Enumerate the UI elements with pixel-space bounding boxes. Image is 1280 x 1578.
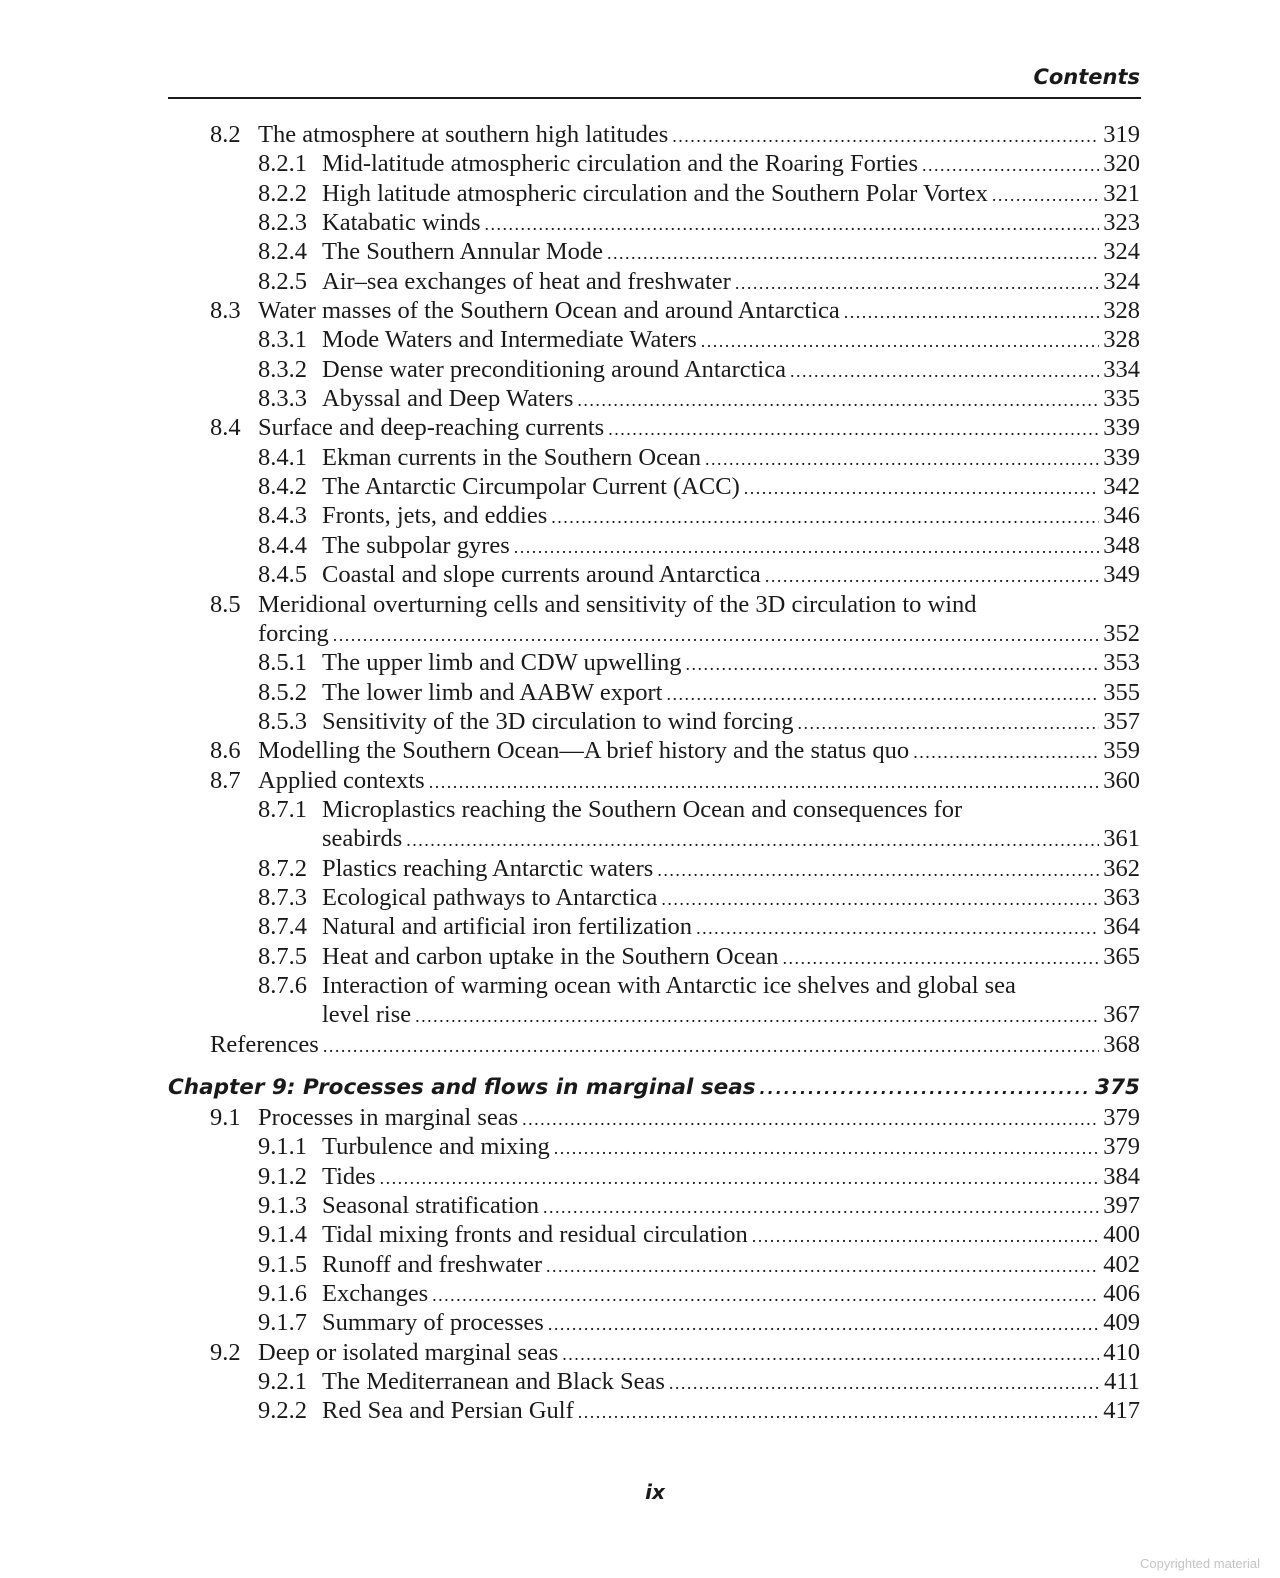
- toc-entry-8-5-continued[interactable]: [168, 619, 1140, 648]
- chapter-title: Chapter 9: Processes and flows in marginal seas: [168, 1075, 756, 1100]
- page-number: 355: [1103, 678, 1140, 706]
- section-title: Applied contexts: [258, 766, 425, 794]
- toc-entry-9-1-6[interactable]: [168, 1279, 1140, 1308]
- toc-entry-chapter-9[interactable]: [168, 1073, 1140, 1103]
- section-number: 8.7.5: [258, 942, 307, 970]
- section-title: Deep or isolated marginal seas: [258, 1338, 559, 1366]
- toc-entry-8-2-1[interactable]: [168, 149, 1140, 178]
- page-number: 409: [1103, 1309, 1140, 1337]
- page-number: 353: [1103, 649, 1140, 677]
- dot-leader: [705, 445, 1099, 474]
- page-number: 339: [1103, 414, 1140, 442]
- dot-leader: [607, 239, 1099, 268]
- section-number: 8.2.3: [258, 209, 307, 237]
- section-number: 8.3.2: [258, 355, 307, 383]
- dot-leader: [922, 151, 1099, 180]
- section-number: 8.7.6: [258, 971, 307, 999]
- section-number: 9.1.2: [258, 1162, 307, 1190]
- toc-entry-8-7-6[interactable]: [168, 971, 1140, 1000]
- toc-entry-8-2-2[interactable]: [168, 179, 1140, 208]
- toc-entry-9-2-2[interactable]: [168, 1396, 1140, 1425]
- dot-leader: [543, 1193, 1099, 1222]
- section-title: Processes in marginal seas: [258, 1104, 519, 1131]
- dot-leader: [380, 1164, 1100, 1193]
- toc-entry-9-1[interactable]: [168, 1103, 1140, 1132]
- dot-leader: [701, 327, 1099, 356]
- section-title: Natural and artificial iron fertilization: [322, 913, 693, 941]
- dot-leader: [323, 1032, 1099, 1061]
- toc-entry-8-3[interactable]: [168, 296, 1140, 325]
- section-number: 8.3.3: [258, 385, 307, 413]
- section-title-line2: seabirds: [322, 825, 403, 853]
- section-title: Modelling the Southern Ocean—A brief history and the status quo: [258, 737, 910, 765]
- dot-leader: [844, 298, 1100, 327]
- toc-entry-9-2-1[interactable]: [168, 1367, 1140, 1396]
- page-number: 363: [1103, 883, 1140, 911]
- dot-leader: [608, 415, 1099, 444]
- section-number: 8.2.5: [258, 267, 307, 295]
- section-number: 8.6: [210, 737, 241, 765]
- dot-leader: [913, 738, 1099, 767]
- section-number: 8.5.1: [258, 649, 307, 677]
- page-number: 379: [1103, 1133, 1140, 1161]
- page-number: 379: [1103, 1104, 1140, 1131]
- section-title-line2: level rise: [322, 1001, 412, 1029]
- section-title: Ekman currents in the Southern Ocean: [322, 443, 701, 471]
- section-title: Plastics reaching Antarctic waters: [322, 854, 654, 882]
- dot-leader: [669, 1369, 1100, 1398]
- section-number: 8.4.3: [258, 502, 307, 530]
- page-number: 352: [1103, 619, 1140, 647]
- dot-leader: [661, 885, 1099, 914]
- section-title: Air–sea exchanges of heat and freshwater: [322, 267, 731, 295]
- dot-leader: [577, 386, 1099, 415]
- page-number: 357: [1103, 707, 1140, 735]
- page-number: 368: [1103, 1030, 1140, 1058]
- section-title: Surface and deep-reaching currents: [258, 414, 605, 442]
- page-number: 364: [1103, 913, 1140, 941]
- section-number: 8.7: [210, 766, 241, 794]
- section-title: Katabatic winds: [322, 209, 481, 237]
- section-number: 9.1.1: [258, 1133, 307, 1161]
- page-number: 328: [1103, 297, 1140, 325]
- toc-entry-8-5-1[interactable]: [168, 648, 1140, 677]
- toc-entry-8-3-1[interactable]: [168, 325, 1140, 354]
- page-number: 384: [1103, 1162, 1140, 1190]
- dot-leader: [765, 562, 1099, 591]
- table-of-contents: [168, 120, 1140, 1426]
- section-number: 8.4.4: [258, 531, 307, 559]
- section-title: Seasonal stratification: [322, 1192, 540, 1220]
- dot-leader: [798, 709, 1100, 738]
- header-rule: [168, 97, 1141, 99]
- section-number: 9.2.1: [258, 1368, 307, 1396]
- section-title: Abyssal and Deep Waters: [322, 385, 574, 413]
- toc-entry-8-4[interactable]: [168, 413, 1140, 442]
- dot-leader: [562, 1340, 1099, 1369]
- section-title: Mode Waters and Intermediate Waters: [322, 326, 697, 354]
- chapter-spacer: [168, 1059, 1140, 1073]
- section-title: Mid-latitude atmospheric circulation and the Roaring Forties: [322, 150, 919, 178]
- section-number: 9.1.4: [258, 1221, 307, 1249]
- page-number: 365: [1103, 942, 1140, 970]
- page-number: 417: [1103, 1397, 1140, 1425]
- toc-entry-9-1-4[interactable]: [168, 1220, 1140, 1249]
- section-title: The upper limb and CDW upwelling: [322, 649, 682, 677]
- toc-entry-8-7-3[interactable]: [168, 883, 1140, 912]
- section-title: The Antarctic Circumpolar Current (ACC): [322, 473, 740, 501]
- dot-leader: [333, 621, 1100, 650]
- page-number: 400: [1103, 1221, 1140, 1249]
- page-number: 367: [1103, 1001, 1140, 1029]
- dot-leader: [992, 181, 1099, 210]
- dot-leader: [760, 1074, 1092, 1104]
- section-number: 8.2: [210, 121, 241, 148]
- toc-entry-8-4-2[interactable]: [168, 472, 1140, 501]
- section-number: 8.5: [210, 590, 241, 618]
- page-number: 397: [1103, 1192, 1140, 1220]
- dot-leader: [666, 680, 1099, 709]
- dot-leader: [485, 210, 1100, 239]
- page-number: 339: [1103, 443, 1140, 471]
- dot-leader: [752, 1222, 1100, 1251]
- page-folio: ix: [645, 1480, 665, 1504]
- section-title: Exchanges: [322, 1280, 429, 1308]
- toc-entry-8-7-4[interactable]: [168, 912, 1140, 941]
- toc-entry-8-4-4[interactable]: [168, 531, 1140, 560]
- page-number: 348: [1103, 531, 1140, 559]
- toc-entry-references[interactable]: [168, 1030, 1140, 1059]
- section-title: The atmosphere at southern high latitudes: [258, 121, 669, 148]
- section-number: 9.1.5: [258, 1250, 307, 1278]
- page-number: 335: [1103, 385, 1140, 413]
- section-number: 8.2.2: [258, 179, 307, 207]
- toc-entry-9-1-7[interactable]: [168, 1308, 1140, 1337]
- dot-leader: [790, 357, 1099, 386]
- dot-leader: [551, 503, 1099, 532]
- dot-leader: [429, 768, 1100, 797]
- page-number: 324: [1103, 267, 1140, 295]
- dot-leader: [432, 1281, 1099, 1310]
- dot-leader: [554, 1134, 1100, 1163]
- section-title: Coastal and slope currents around Antarctica: [322, 561, 761, 589]
- section-number: 8.4.5: [258, 561, 307, 589]
- page-number: 375: [1095, 1075, 1140, 1100]
- section-number: 8.4.1: [258, 443, 307, 471]
- dot-leader: [686, 650, 1100, 679]
- section-number: 9.1: [210, 1104, 241, 1131]
- page-number: 402: [1103, 1250, 1140, 1278]
- dot-leader: [514, 533, 1099, 562]
- toc-entry-9-2[interactable]: [168, 1338, 1140, 1367]
- dot-leader: [415, 1002, 1099, 1031]
- section-number: 8.4: [210, 414, 241, 442]
- page-number: 361: [1103, 825, 1140, 853]
- page-number: 324: [1103, 238, 1140, 266]
- dot-leader: [522, 1105, 1099, 1134]
- dot-leader: [546, 1252, 1099, 1281]
- section-number: 8.7.3: [258, 883, 307, 911]
- toc-entry-9-1-1[interactable]: [168, 1132, 1140, 1161]
- section-number: 8.7.1: [258, 795, 307, 823]
- dot-leader: [672, 122, 1099, 151]
- copyright-watermark: Copyrighted material: [1140, 1556, 1260, 1571]
- dot-leader: [735, 269, 1099, 298]
- page-number: 321: [1103, 179, 1140, 207]
- toc-entry-8-5-2[interactable]: [168, 678, 1140, 707]
- toc-entry-8-4-3[interactable]: [168, 501, 1140, 530]
- section-title: Red Sea and Persian Gulf: [322, 1397, 574, 1425]
- section-title: Ecological pathways to Antarctica: [322, 883, 658, 911]
- toc-entry-9-1-3[interactable]: [168, 1191, 1140, 1220]
- section-title: Summary of processes: [322, 1309, 544, 1337]
- page-number: 349: [1103, 561, 1140, 589]
- section-number: 9.1.7: [258, 1309, 307, 1337]
- toc-entry-8-5[interactable]: [168, 590, 1140, 619]
- toc-entry-8-4-1[interactable]: [168, 443, 1140, 472]
- toc-entry-8-5-3[interactable]: [168, 707, 1140, 736]
- toc-entry-9-1-2[interactable]: [168, 1162, 1140, 1191]
- dot-leader: [782, 944, 1099, 973]
- page-number: 406: [1103, 1280, 1140, 1308]
- toc-entry-8-7-2[interactable]: [168, 854, 1140, 883]
- toc-entry-9-1-5[interactable]: [168, 1250, 1140, 1279]
- dot-leader: [696, 914, 1099, 943]
- running-head: Contents: [1033, 65, 1140, 89]
- dot-leader: [548, 1310, 1099, 1339]
- section-title: Tidal mixing fronts and residual circulation: [322, 1221, 748, 1249]
- toc-entry-8-7-5[interactable]: [168, 942, 1140, 971]
- section-title: Sensitivity of the 3D circulation to wind forcing: [322, 707, 794, 735]
- page-number: 411: [1104, 1368, 1140, 1396]
- toc-entry-8-2[interactable]: [168, 120, 1140, 149]
- toc-entry-8-2-5[interactable]: [168, 267, 1140, 296]
- section-title: Water masses of the Southern Ocean and around Antarctica: [258, 297, 840, 325]
- section-number: 9.1.3: [258, 1192, 307, 1220]
- dot-leader: [578, 1398, 1100, 1427]
- page-number: 362: [1103, 854, 1140, 882]
- section-number: 8.7.2: [258, 854, 307, 882]
- section-title: Fronts, jets, and eddies: [322, 502, 548, 530]
- section-number: 8.7.4: [258, 913, 307, 941]
- page-number: 359: [1103, 737, 1140, 765]
- section-number: 8.4.2: [258, 473, 307, 501]
- section-title: Turbulence and mixing: [322, 1133, 550, 1161]
- page-number: 320: [1103, 150, 1140, 178]
- page-number: 342: [1103, 473, 1140, 501]
- section-title: The Mediterranean and Black Seas: [322, 1368, 665, 1396]
- section-number: 8.3.1: [258, 326, 307, 354]
- toc-entry-8-7-6-continued[interactable]: [168, 1000, 1140, 1029]
- section-title: The Southern Annular Mode: [322, 238, 604, 266]
- page-number: 323: [1103, 209, 1140, 237]
- section-number: 9.2.2: [258, 1397, 307, 1425]
- section-number: 8.2.4: [258, 238, 307, 266]
- section-title-line1: Microplastics reaching the Southern Ocean and consequences for: [322, 795, 963, 823]
- section-title-line1: Meridional overturning cells and sensitivity of the 3D circulation to wind: [258, 590, 977, 618]
- toc-entry-8-2-4[interactable]: [168, 237, 1140, 266]
- section-title: Heat and carbon uptake in the Southern Ocean: [322, 942, 779, 970]
- toc-entry-8-3-3[interactable]: [168, 384, 1140, 413]
- section-number: 8.5.2: [258, 678, 307, 706]
- section-title: The lower limb and AABW export: [322, 678, 663, 706]
- section-title: References: [210, 1030, 319, 1058]
- toc-entry-8-7[interactable]: [168, 766, 1140, 795]
- toc-entry-8-7-1[interactable]: [168, 795, 1140, 824]
- page-number: 410: [1103, 1338, 1140, 1366]
- section-title: Tides: [322, 1162, 376, 1190]
- section-number: 8.2.1: [258, 150, 307, 178]
- section-title: High latitude atmospheric circulation and the Southern Polar Vortex: [322, 179, 988, 207]
- section-number: 8.3: [210, 297, 241, 325]
- section-title: The subpolar gyres: [322, 531, 510, 559]
- section-number: 9.1.6: [258, 1280, 307, 1308]
- dot-leader: [744, 474, 1100, 503]
- page-number: 328: [1103, 326, 1140, 354]
- section-number: 8.5.3: [258, 707, 307, 735]
- section-title: Dense water preconditioning around Antarctica: [322, 355, 786, 383]
- toc-entry-8-2-3[interactable]: [168, 208, 1140, 237]
- dot-leader: [406, 826, 1099, 855]
- section-title-line2: forcing: [258, 619, 329, 647]
- toc-entry-8-3-2[interactable]: [168, 355, 1140, 384]
- page-number: 319: [1103, 121, 1140, 148]
- page-number: 346: [1103, 502, 1140, 530]
- dot-leader: [657, 856, 1099, 885]
- toc-entry-8-7-1-continued[interactable]: [168, 824, 1140, 853]
- section-title-line1: Interaction of warming ocean with Antarctic ice shelves and global sea: [322, 971, 1016, 999]
- page-number: 360: [1103, 766, 1140, 794]
- section-title: Runoff and freshwater: [322, 1250, 542, 1278]
- section-number: 9.2: [210, 1338, 241, 1366]
- page-number: 334: [1103, 355, 1140, 383]
- toc-entry-8-4-5[interactable]: [168, 560, 1140, 589]
- toc-entry-8-6[interactable]: [168, 736, 1140, 765]
